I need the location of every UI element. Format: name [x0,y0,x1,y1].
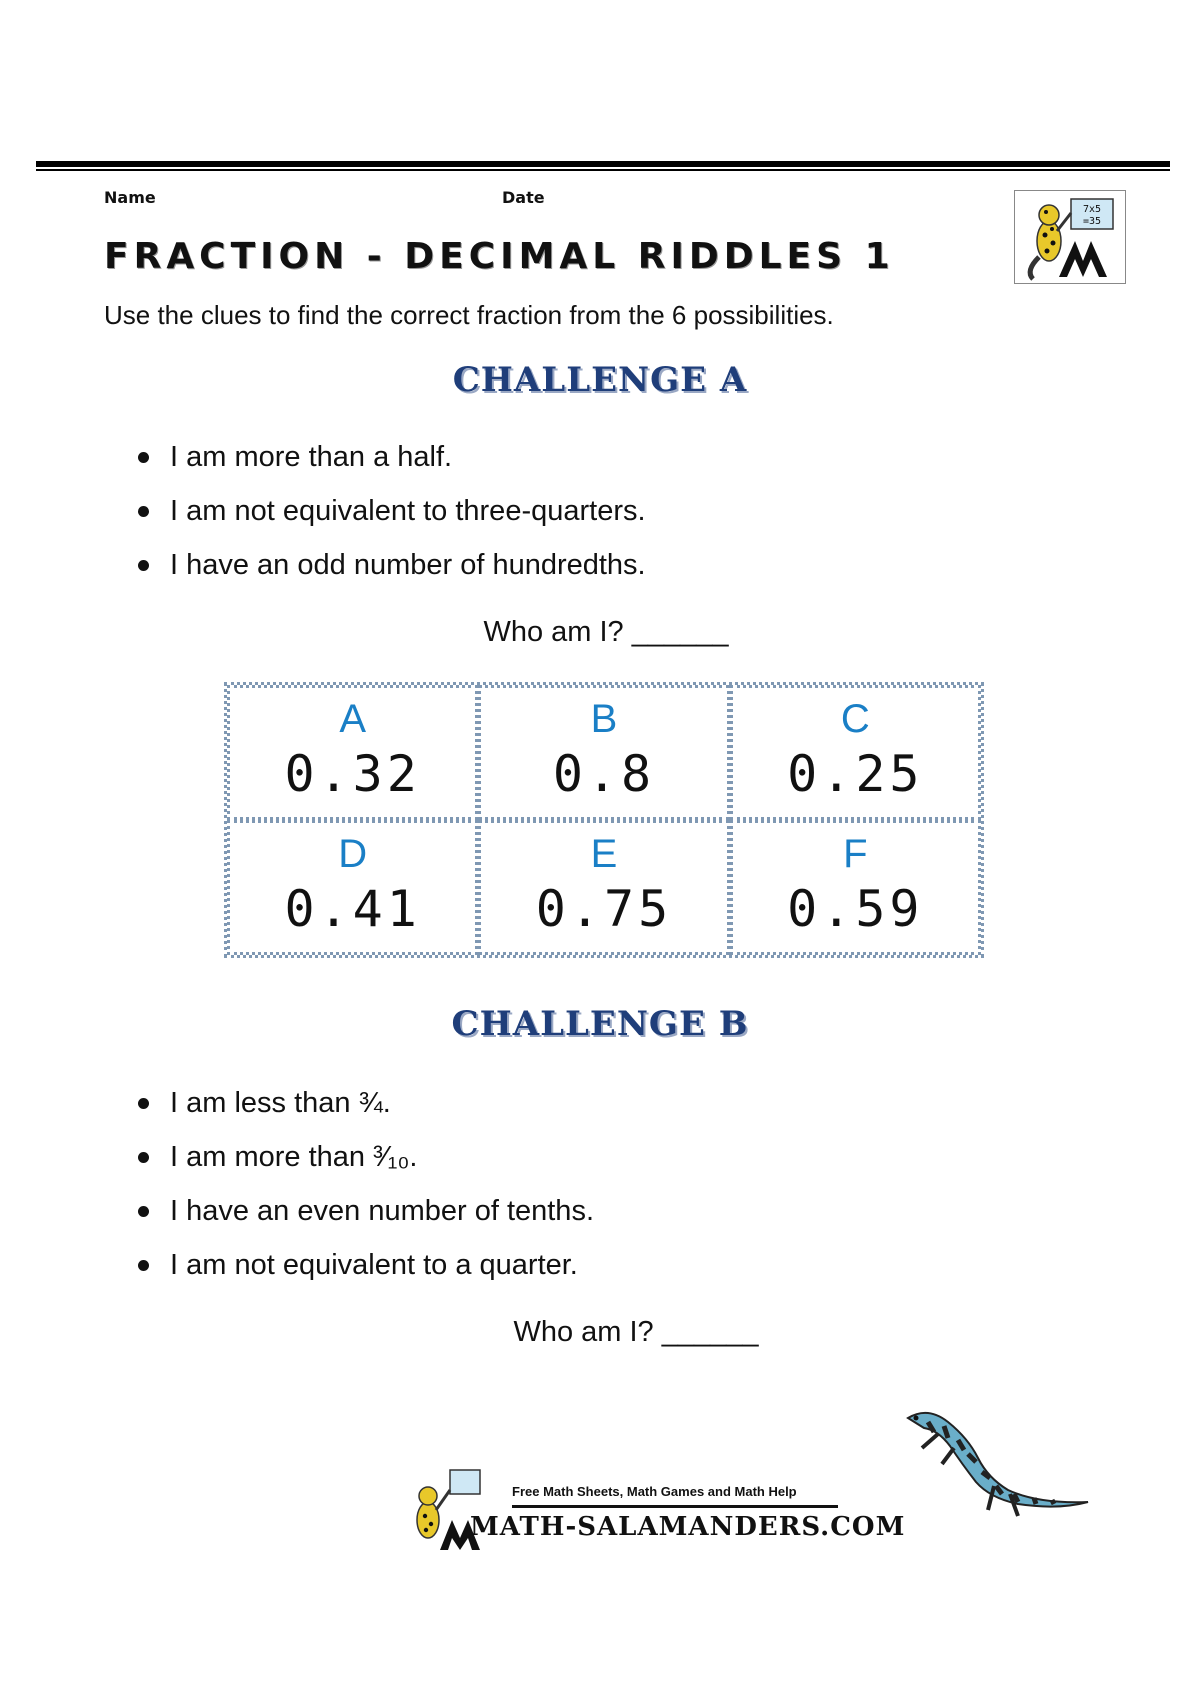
salamander-teacher-logo-icon [1014,190,1126,284]
choice-value: 0.41 [284,880,421,938]
footer-site-link[interactable]: MATH-SALAMANDERS.COM [470,1512,906,1542]
bullet-icon [138,1260,149,1271]
footer-divider [512,1505,838,1508]
clue-text: I am more than ³⁄₁₀. [170,1141,418,1173]
challenge-b-heading: CHALLENGE B [451,1004,749,1044]
bullet-icon [138,1098,149,1109]
choice-letter: A [339,697,366,741]
clue-item [136,430,646,484]
salamander-icon [898,1398,1098,1526]
svg-text:7x5: 7x5 [1082,204,1102,215]
choice-letter: D [338,832,368,876]
choice-cell [730,685,981,820]
choice-value: 0.59 [787,880,924,938]
clue-text: I am not equivalent to a quarter. [170,1249,578,1281]
choices-grid [224,682,984,958]
choice-value: 0.8 [552,745,656,803]
choice-letter: F [843,832,868,876]
clue-text: I am not equivalent to three-quarters. [170,495,646,527]
challenge-b-clues [136,1076,594,1292]
challenge-a-heading: CHALLENGE A [452,360,748,400]
clue-item [136,1130,594,1184]
svg-text:=35: =35 [1082,216,1102,227]
header-rule-thin [36,169,1170,171]
choice-cell [478,685,729,820]
clue-text: I am more than a half. [170,441,453,473]
instructions: Use the clues to find the correct fraction from the 6 possibilities. [104,300,834,330]
challenge-b-question: Who am I? ______ [513,1316,759,1348]
clue-text: I have an even number of tenths. [170,1195,594,1227]
choice-letter: E [590,832,618,876]
bullet-icon [138,452,149,463]
choice-cell [227,685,478,820]
name-label: Name [104,188,156,207]
clue-text: I am less than ¾. [170,1087,391,1119]
date-label: Date [502,188,545,207]
bullet-icon [138,1206,149,1217]
bullet-icon [138,506,149,517]
clue-item [136,484,646,538]
challenge-a-question: Who am I? ______ [483,616,729,648]
choice-value: 0.32 [284,745,421,803]
clue-item [136,1184,594,1238]
choice-value: 0.25 [787,745,924,803]
challenge-a-clues [136,430,646,592]
choice-cell [227,820,478,955]
choice-letter: B [590,697,618,741]
clue-item [136,1076,594,1130]
bullet-icon [138,560,149,571]
choice-letter: C [840,697,870,741]
clue-item [136,1238,594,1292]
choice-value: 0.75 [535,880,673,938]
clue-text: I have an odd number of hundredths. [170,549,646,581]
clue-item [136,538,646,592]
footer-tagline: Free Math Sheets, Math Games and Math Help [512,1484,797,1499]
bullet-icon [138,1152,149,1163]
header-rule-thick [36,161,1170,167]
choice-cell [730,820,981,955]
choice-cell [478,820,729,955]
worksheet-title: FRACTION - DECIMAL RIDDLES 1 [104,236,895,277]
